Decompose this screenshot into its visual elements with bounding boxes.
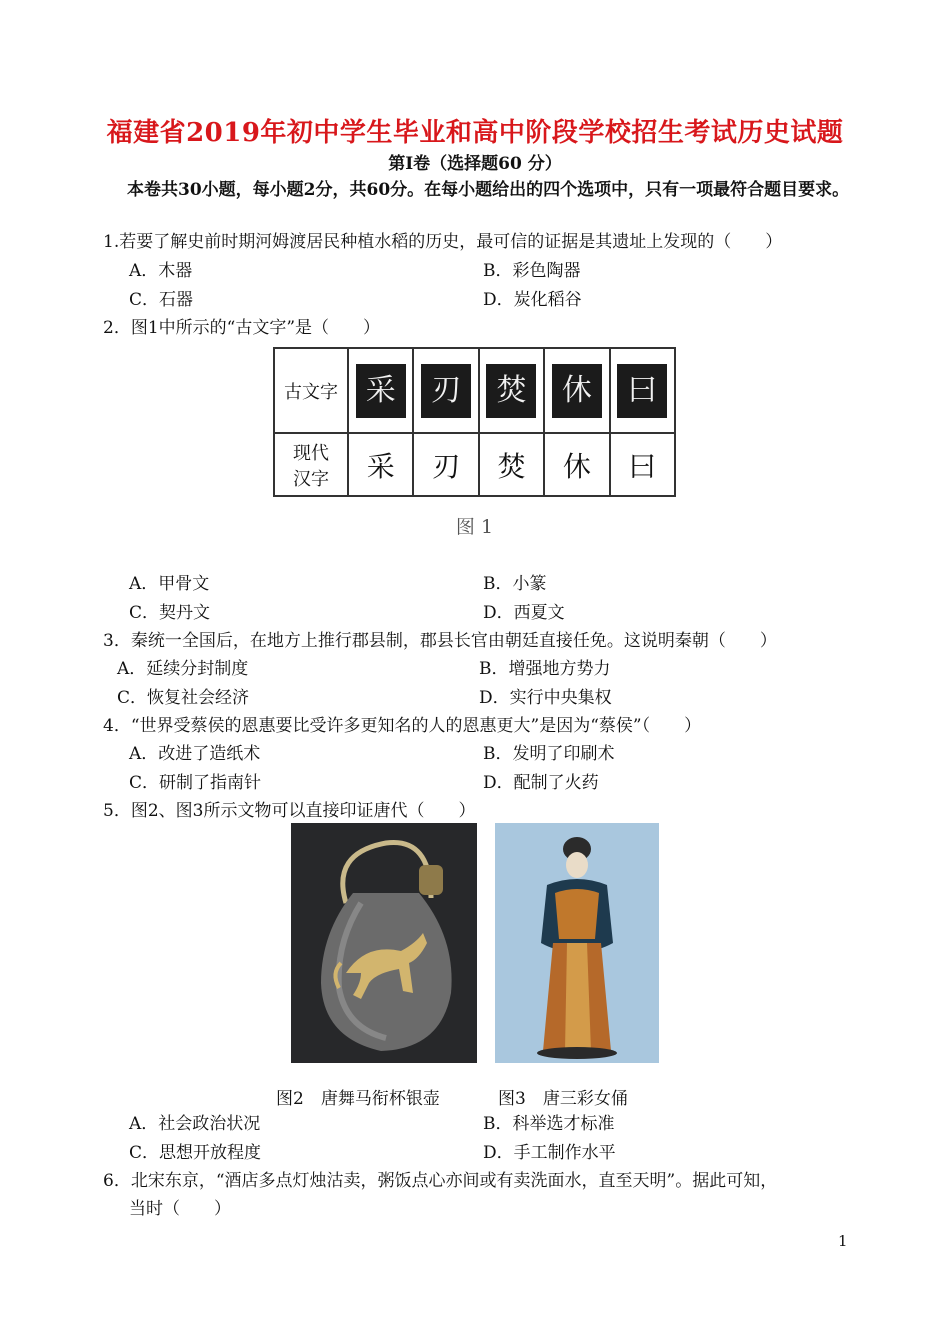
question-1-option-a: A．木器 <box>129 261 193 281</box>
question-3-option-d: D．实行中央集权 <box>479 688 612 708</box>
figure-1-caption: 图 1 <box>455 516 494 538</box>
modern-char-ren: 刃 <box>413 433 478 496</box>
page-number: 1 <box>838 1232 848 1250</box>
modern-char-fen: 焚 <box>479 433 544 496</box>
question-4-option-a: A．改进了造纸术 <box>129 744 261 764</box>
question-1-stem: 1.若要了解史前时期河姆渡居民种植水稻的历史，最可信的证据是其遗址上发现的（ ） <box>103 232 783 252</box>
modern-label-line1: 现代 <box>293 442 329 464</box>
figure-2-caption: 图2 唐舞马衔杯银壶 <box>276 1089 440 1109</box>
tang-silver-pot-photo <box>291 823 477 1063</box>
modern-char-yue: 曰 <box>610 433 675 496</box>
ancient-script-label: 古文字 <box>274 348 348 433</box>
question-3-option-c: C．恢复社会经济 <box>117 688 250 708</box>
question-5-stem: 5．图2、图3所示文物可以直接印证唐代（ ） <box>103 801 476 821</box>
section-instructions: 本卷共30小题，每小题2分，共60分。在每小题给出的四个选项中，只有一项最符合题目要求。 <box>127 180 850 200</box>
question-2-option-c: C．契丹文 <box>129 603 211 623</box>
question-1-option-b: B．彩色陶器 <box>483 261 581 281</box>
question-2-option-b: B．小篆 <box>483 574 547 594</box>
question-4-option-c: C．研制了指南针 <box>129 773 262 793</box>
ancient-glyph-fen: 焚 <box>486 364 536 418</box>
question-5-option-d: D．手工制作水平 <box>483 1143 616 1163</box>
question-2-stem: 2．图1中所示的“古文字”是（ ） <box>103 318 381 338</box>
question-6-stem-line2: 当时（ ） <box>129 1199 231 1219</box>
section-subtitle: 第Ⅰ卷（选择题60 分） <box>388 154 562 174</box>
question-5-option-a: A．社会政治状况 <box>129 1114 261 1134</box>
question-3-stem: 3．秦统一全国后，在地方上推行郡县制，郡县长官由朝廷直接任免。这说明秦朝（ ） <box>103 631 777 651</box>
question-1-option-d: D．炭化稻谷 <box>483 290 582 310</box>
ancient-glyph-yue: 曰 <box>617 364 667 418</box>
modern-char-xiu: 休 <box>544 433 609 496</box>
question-3-option-a: A．延续分封制度 <box>117 659 249 679</box>
tang-sancai-figurine-photo <box>495 823 659 1063</box>
question-3-option-b: B．增强地方势力 <box>479 659 611 679</box>
question-5-option-c: C．思想开放程度 <box>129 1143 262 1163</box>
exam-title: 福建省2019年初中学生毕业和高中阶段学校招生考试历史试题 <box>106 118 844 148</box>
figure-3-caption: 图3 唐三彩女俑 <box>498 1089 628 1109</box>
question-4-option-b: B．发明了印刷术 <box>483 744 615 764</box>
figure-1-table <box>273 347 676 497</box>
question-4-option-d: D．配制了火药 <box>483 773 599 793</box>
modern-script-label <box>274 433 348 496</box>
question-4-stem: 4．“世界受蔡侯的恩惠要比受许多更知名的人的恩惠更大”是因为“蔡侯”（ ） <box>103 716 702 736</box>
question-5-option-b: B．科举选才标准 <box>483 1114 615 1134</box>
ancient-glyph-ren: 刃 <box>421 364 471 418</box>
question-2-option-a: A．甲骨文 <box>129 574 210 594</box>
question-1-option-c: C．石器 <box>129 290 194 310</box>
ancient-glyph-cai: 采 <box>356 364 406 418</box>
modern-char-cai: 采 <box>348 433 413 496</box>
question-2-option-d: D．西夏文 <box>483 603 565 623</box>
question-6-stem-line1: 6．北宋东京，“酒店多点灯烛沽卖，粥饭点心亦间或有卖洗面水，直至天明”。据此可知， <box>103 1171 778 1191</box>
modern-label-line2: 汉字 <box>293 468 329 490</box>
ancient-glyph-xiu: 休 <box>552 364 602 418</box>
